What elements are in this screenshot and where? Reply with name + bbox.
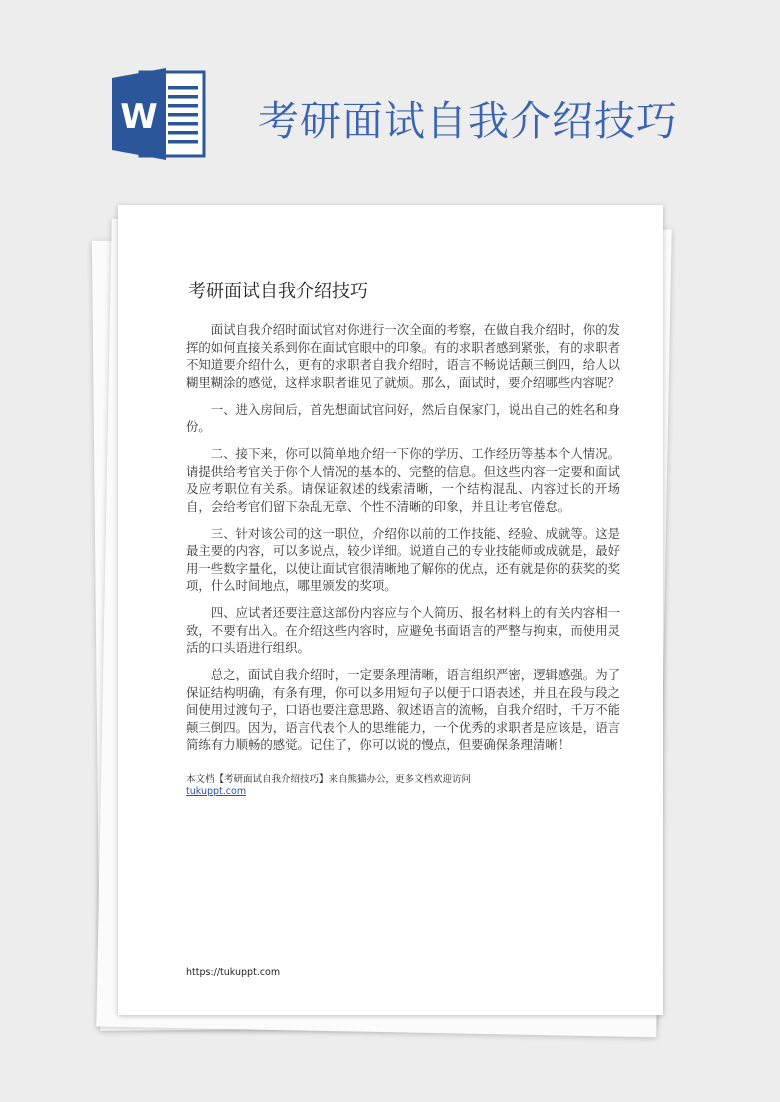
word-icon-letter: W [120,97,158,137]
paragraph-summary: 总之，面试自我介绍时，一定要条理清晰，语言组织严密，逻辑感强。为了保证结构明确，有条有理，你可以多用短句子以便于口语表述，并且在段与段之间使用过渡句子，口语也要注意思路、叙述语言的流畅，自我介绍时，千万不能颠三倒四。因为，语言代表个人的思维能力，一个优秀的求职者是应该是，语言简练有力顺畅的感觉。记住了，你可以说的慢点，但要确保条理清晰！ [186,667,620,752]
paragraph-3: 三、针对该公司的这一职位，介绍你以前的工作技能、经验、成就等。这是最主要的内容，可以多说点，较少详细。说道自己的专业技能师或成就是，最好用一些数字量化，以使让面试官很清晰地了解你的优点，还有就是你的获奖的奖项，什么时间地点，哪里颁发的奖项。 [186,525,620,593]
source-link[interactable]: tukuppt.com [186,786,247,797]
paragraph-2: 二、接下来，你可以简单地介绍一下你的学历、工作经历等基本个人情况。请提供给考官关于你个人情况的基本的、完整的信息。但这些内容一定要和面试及应考职位有关系。请保证叙述的线索清晰，一个结构混乱、内容过长的开场自，会给考官们留下杂乱无章、个性不清晰的印象，并且让考官倦怠。 [186,446,620,514]
paragraph-4: 四、应试者还要注意这部份内容应与个人简历、报名材料上的有关内容相一致，不要有出入。在介绍这些内容时，应避免书面语言的严整与拘束，而使用灵活的口头语进行组织。 [186,605,620,655]
paragraph-1: 一、进入房间后，首先想面试官问好，然后自保家门，说出自己的姓名和身份。 [186,401,620,434]
document-body [186,321,620,763]
header-title: 考研面试自我介绍技巧 [258,97,678,145]
page-header [0,0,780,170]
footer-url: https://tukuppt.com [186,967,281,978]
source-note-text: 本文档【考研面试自我介绍技巧】来自熊猫办公，更多文档欢迎访问 [186,774,472,785]
source-note [186,774,626,798]
paragraph-intro: 面试自我介绍时面试官对你进行一次全面的考察，在做自我介绍时，你的发挥的如何直接关系到你在面试官眼中的印象。有的求职者感到紧张，有的求职者不知道要介绍什么，更有的求职者自我介绍时，语言不畅说话颠三倒四，给人以糊里糊涂的感觉，这样求职者谁见了就烦。那么，面试时，要介绍哪些内容呢？ [186,322,620,390]
document-page [118,205,663,1015]
word-document-icon [110,66,208,162]
document-title: 考研面试自我介绍技巧 [188,281,368,302]
